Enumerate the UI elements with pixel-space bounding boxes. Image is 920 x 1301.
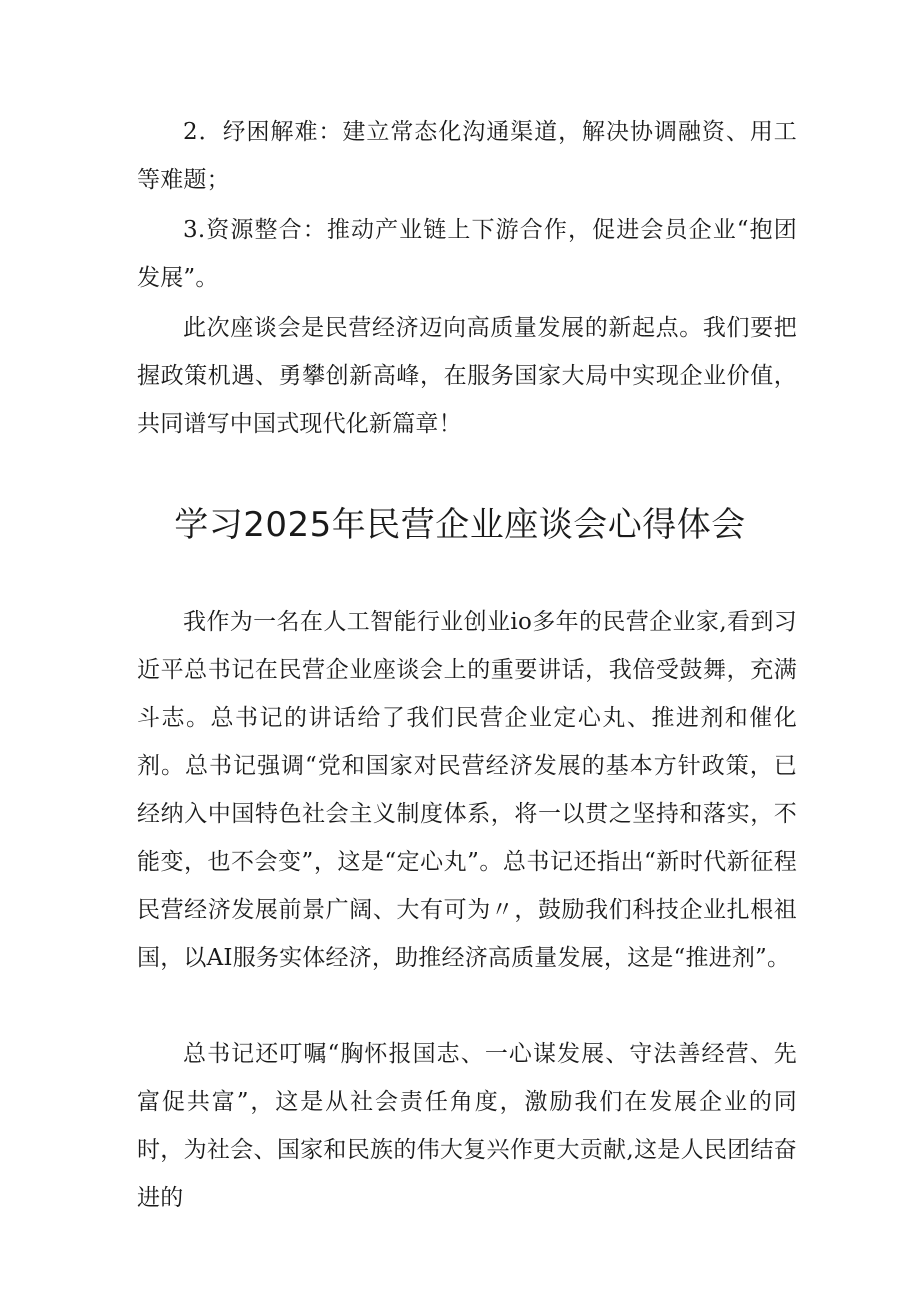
closing-paragraph: 此次座谈会是民营经济迈向高质量发展的新起点。我们要把握政策机遇、勇攀创新高峰，在服务国家大局中实现企业价值，共同谱写中国式现代化新篇章！ (137, 315, 797, 437)
body-paragraph-2: 总书记还叮嘱“胸怀报国志、一心谋发展、守法善经营、先富促共富”，这是从社会责任角度，激励我们在发展企业的同时，为社会、国家和民族的伟大复兴作更大贡献,这是人民团结奋进的 (137, 1041, 797, 1211)
body-paragraph-1: 我作为一名在人工智能行业创业io多年的民营企业家,看到习近平总书记在民营企业座谈会上的重要讲话，我倍受鼓舞，充满斗志。总书记的讲话给了我们民营企业定心丸、推进剂和催化剂。总书记强调“党和国家对民营经济发展的基本方针政策，已经纳入中国特色社会主义制度体系，将一以贯之坚持和落实，不能变，也不会变”，这是“定心丸”。总书记还指出“新时代新征程民营经济发展前景广阔、大有可为〃，鼓励我们科技企业扎根祖国，以AI服务实体经济，助推经济高质量发展，这是“推进剂”。 (137, 609, 797, 971)
document-title: 学习2025年民营企业座谈会心得体会 (174, 505, 746, 545)
list-item-2-paragraph: 2．纾困解难：建立常态化沟通渠道，解决协调融资、用工等难题； (137, 119, 797, 193)
list-item-3-paragraph: 3.资源整合：推动产业链上下游合作，促进会员企业“抱团发展”。 (137, 217, 797, 291)
